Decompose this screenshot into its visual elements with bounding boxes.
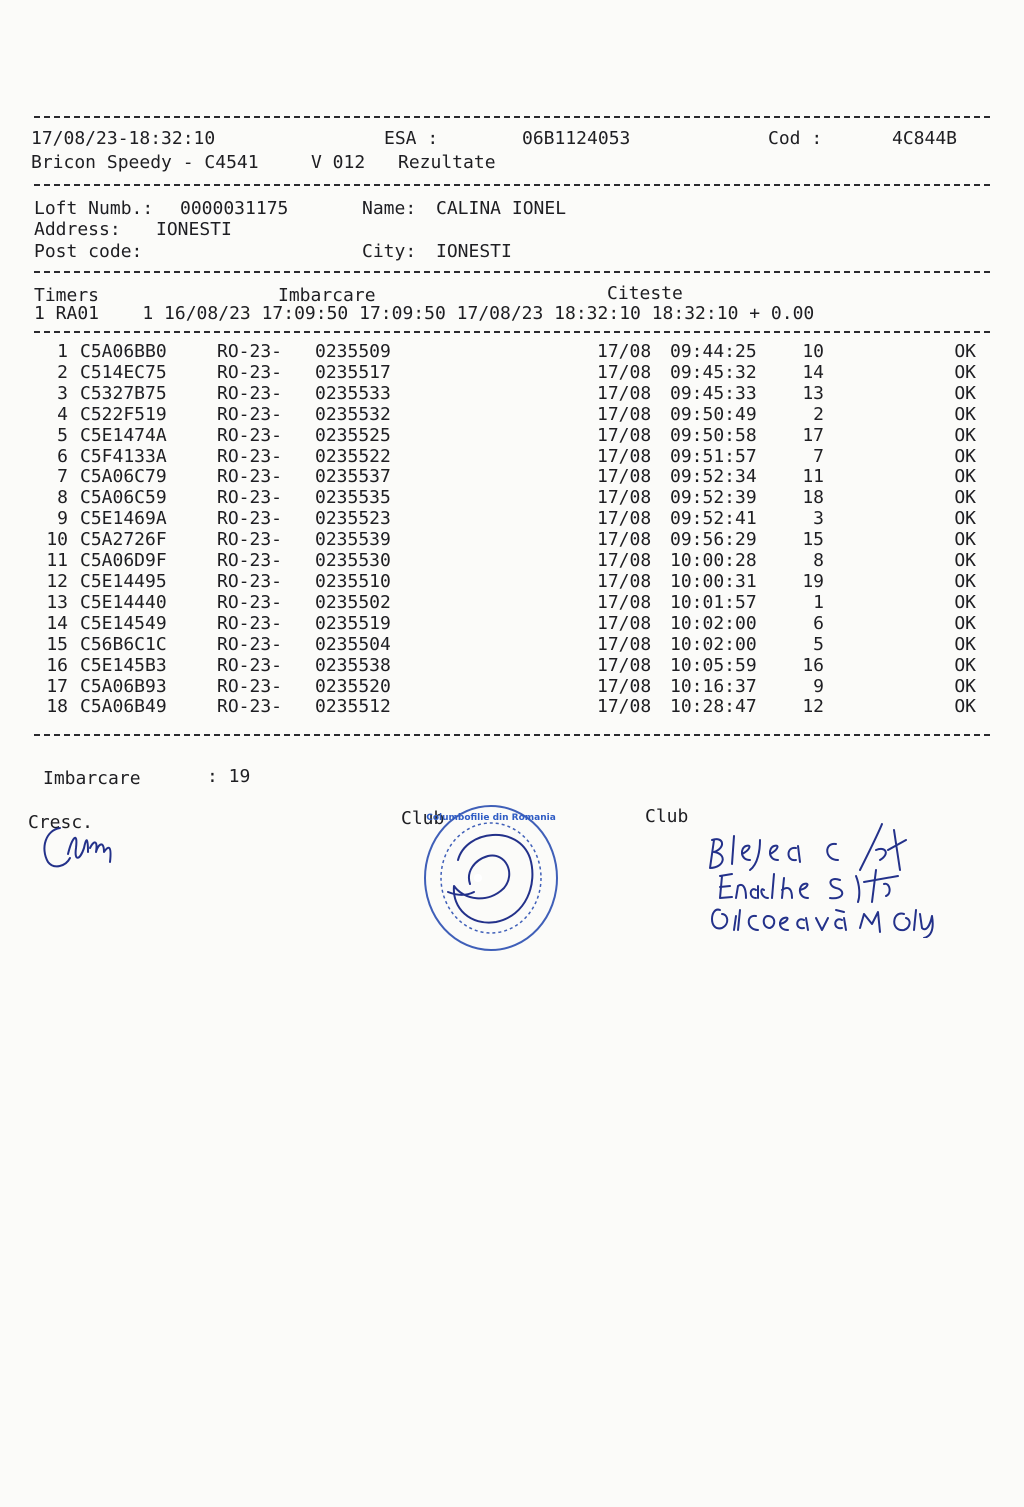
club-label-2: Club xyxy=(645,806,689,827)
ring-number: 0235535 xyxy=(315,487,391,509)
status: OK xyxy=(954,675,976,697)
position: 13 xyxy=(802,382,824,404)
chip-id: C5A2726F xyxy=(80,529,167,551)
ring-prefix: RO-23- xyxy=(217,487,283,509)
row-index: 4 xyxy=(57,403,68,425)
position: 16 xyxy=(802,654,824,676)
ring-prefix: RO-23- xyxy=(217,341,283,362)
chip-id: C5F4133A xyxy=(80,445,167,467)
ring-prefix: RO-23- xyxy=(217,445,283,467)
row-index: 2 xyxy=(57,361,68,383)
ring-prefix: RO-23- xyxy=(217,591,283,613)
cresc-label: Cresc. xyxy=(28,812,94,833)
separator-timers xyxy=(34,331,990,333)
result-row xyxy=(30,509,976,530)
ring-prefix: RO-23- xyxy=(217,570,283,592)
breeder-signature xyxy=(38,818,118,874)
result-row xyxy=(30,342,976,363)
position: 2 xyxy=(813,403,824,425)
status: OK xyxy=(954,508,976,530)
loft-number-label: Loft Numb.: xyxy=(34,198,154,219)
row-index: 11 xyxy=(46,550,68,572)
arrival-date: 17/08 xyxy=(597,696,652,718)
row-index: 10 xyxy=(46,529,68,551)
arrival-time: 09:56:29 xyxy=(670,529,757,551)
arrival-date: 17/08 xyxy=(597,570,652,592)
arrival-time: 10:02:00 xyxy=(670,633,757,655)
ring-prefix: RO-23- xyxy=(217,529,283,551)
ring-prefix: RO-23- xyxy=(217,403,283,425)
citeste-header: Citeste xyxy=(607,283,683,304)
row-index: 7 xyxy=(57,466,68,488)
club-label-1: Club xyxy=(401,808,445,829)
result-row xyxy=(30,614,976,635)
status: OK xyxy=(954,424,976,446)
imbarcare-header: Imbarcare xyxy=(278,285,376,306)
position: 6 xyxy=(813,612,824,634)
arrival-date: 17/08 xyxy=(597,591,652,613)
arrival-time: 09:52:41 xyxy=(670,508,757,530)
chip-id: C5E145B3 xyxy=(80,654,167,676)
arrival-time: 10:02:00 xyxy=(670,612,757,634)
status: OK xyxy=(954,654,976,676)
chip-id: C522F519 xyxy=(80,403,167,425)
ring-prefix: RO-23- xyxy=(217,675,283,697)
result-row xyxy=(30,530,976,551)
result-row xyxy=(30,488,976,509)
result-row xyxy=(30,593,976,614)
chip-id: C514EC75 xyxy=(80,361,167,383)
ring-number: 0235533 xyxy=(315,382,391,404)
position: 1 xyxy=(813,591,824,613)
status: OK xyxy=(954,550,976,572)
arrival-time: 10:05:59 xyxy=(670,654,757,676)
arrival-date: 17/08 xyxy=(597,466,652,488)
status: OK xyxy=(954,445,976,467)
result-row xyxy=(30,384,976,405)
result-row xyxy=(30,656,976,677)
address-label: Address: xyxy=(34,219,121,240)
result-row xyxy=(30,697,976,718)
ring-number: 0235502 xyxy=(315,591,391,613)
position: 3 xyxy=(813,508,824,530)
arrival-time: 09:52:34 xyxy=(670,466,757,488)
position: 19 xyxy=(802,570,824,592)
ring-prefix: RO-23- xyxy=(217,361,283,383)
status: OK xyxy=(954,529,976,551)
position: 15 xyxy=(802,529,824,551)
position: 11 xyxy=(802,466,824,488)
arrival-date: 17/08 xyxy=(597,445,652,467)
ring-number: 0235520 xyxy=(315,675,391,697)
row-index: 17 xyxy=(46,675,68,697)
position: 12 xyxy=(802,696,824,718)
arrival-date: 17/08 xyxy=(597,382,652,404)
status: OK xyxy=(954,633,976,655)
status: OK xyxy=(954,570,976,592)
results-table xyxy=(30,342,976,718)
arrival-date: 17/08 xyxy=(597,529,652,551)
timers-label: Timers xyxy=(34,285,100,306)
report-datetime: 17/08/23-18:32:10 xyxy=(31,128,216,149)
ring-number: 0235523 xyxy=(315,508,391,530)
arrival-date: 17/08 xyxy=(597,361,652,383)
result-row xyxy=(30,572,976,593)
status: OK xyxy=(954,696,976,718)
chip-id: C5A06B49 xyxy=(80,696,167,718)
row-index: 16 xyxy=(46,654,68,676)
position: 14 xyxy=(802,361,824,383)
arrival-time: 10:01:57 xyxy=(670,591,757,613)
position: 10 xyxy=(802,341,824,362)
timer-row: 1 RA01 1 16/08/23 17:09:50 17:09:50 17/08/23 18:32:10 18:32:10 + 0.00 xyxy=(34,303,815,324)
arrival-date: 17/08 xyxy=(597,550,652,572)
ring-number: 0235510 xyxy=(315,570,391,592)
arrival-time: 10:00:31 xyxy=(670,570,757,592)
result-row xyxy=(30,635,976,656)
row-index: 6 xyxy=(57,445,68,467)
chip-id: C5A06C59 xyxy=(80,487,167,509)
separator-header xyxy=(34,184,990,186)
position: 5 xyxy=(813,633,824,655)
chip-id: C5A06BB0 xyxy=(80,341,167,362)
ring-prefix: RO-23- xyxy=(217,696,283,718)
arrival-time: 09:45:32 xyxy=(670,361,757,383)
ring-prefix: RO-23- xyxy=(217,508,283,530)
device-version: V 012 xyxy=(311,152,366,173)
chip-id: C5E1474A xyxy=(80,424,167,446)
arrival-date: 17/08 xyxy=(597,508,652,530)
ring-prefix: RO-23- xyxy=(217,633,283,655)
ring-number: 0235538 xyxy=(315,654,391,676)
arrival-date: 17/08 xyxy=(597,487,652,509)
row-index: 18 xyxy=(46,696,68,718)
result-row xyxy=(30,426,976,447)
status: OK xyxy=(954,341,976,362)
chip-id: C5E14495 xyxy=(80,570,167,592)
chip-id: C5E14440 xyxy=(80,591,167,613)
result-row xyxy=(30,677,976,698)
result-row xyxy=(30,405,976,426)
arrival-time: 10:00:28 xyxy=(670,550,757,572)
arrival-time: 09:50:49 xyxy=(670,403,757,425)
chip-id: C5A06C79 xyxy=(80,466,167,488)
ring-number: 0235517 xyxy=(315,361,391,383)
ring-number: 0235532 xyxy=(315,403,391,425)
status: OK xyxy=(954,591,976,613)
imbarcare-summary-label: Imbarcare xyxy=(43,768,141,789)
ring-number: 0235509 xyxy=(315,341,391,362)
result-row xyxy=(30,363,976,384)
separator-results xyxy=(34,734,990,736)
report-type: Rezultate xyxy=(398,152,496,173)
post-code-label: Post code: xyxy=(34,241,143,262)
ring-prefix: RO-23- xyxy=(217,612,283,634)
ring-prefix: RO-23- xyxy=(217,382,283,404)
status: OK xyxy=(954,612,976,634)
result-row xyxy=(30,551,976,572)
city-label: City: xyxy=(362,241,417,262)
row-index: 15 xyxy=(46,633,68,655)
ring-number: 0235522 xyxy=(315,445,391,467)
arrival-time: 10:28:47 xyxy=(670,696,757,718)
arrival-date: 17/08 xyxy=(597,403,652,425)
cod-label: Cod : xyxy=(768,128,823,149)
ring-prefix: RO-23- xyxy=(217,550,283,572)
arrival-date: 17/08 xyxy=(597,654,652,676)
esa-value: 06B1124053 xyxy=(522,128,631,149)
address-value: IONESTI xyxy=(156,219,232,240)
chip-id: C56B6C1C xyxy=(80,633,167,655)
club-signatures xyxy=(700,810,960,938)
ring-number: 0235504 xyxy=(315,633,391,655)
result-row xyxy=(30,447,976,468)
ring-number: 0235537 xyxy=(315,466,391,488)
chip-id: C5327B75 xyxy=(80,382,167,404)
club-stamp xyxy=(418,800,564,956)
row-index: 12 xyxy=(46,570,68,592)
row-index: 5 xyxy=(57,424,68,446)
stamp-text: Columbofilie din Romania xyxy=(426,813,556,823)
row-index: 14 xyxy=(46,612,68,634)
chip-id: C5A06B93 xyxy=(80,675,167,697)
position: 18 xyxy=(802,487,824,509)
chip-id: C5A06D9F xyxy=(80,550,167,572)
ring-prefix: RO-23- xyxy=(217,654,283,676)
device-name: Bricon Speedy - C4541 xyxy=(31,152,259,173)
loft-number: 0000031175 xyxy=(180,198,289,219)
result-row xyxy=(30,467,976,488)
ring-number: 0235525 xyxy=(315,424,391,446)
city-value: IONESTI xyxy=(436,241,512,262)
status: OK xyxy=(954,487,976,509)
arrival-time: 09:44:25 xyxy=(670,341,757,362)
ring-prefix: RO-23- xyxy=(217,466,283,488)
row-index: 9 xyxy=(57,508,68,530)
arrival-time: 09:52:39 xyxy=(670,487,757,509)
status: OK xyxy=(954,382,976,404)
ring-number: 0235512 xyxy=(315,696,391,718)
arrival-date: 17/08 xyxy=(597,424,652,446)
ring-prefix: RO-23- xyxy=(217,424,283,446)
arrival-date: 17/08 xyxy=(597,341,652,362)
arrival-date: 17/08 xyxy=(597,675,652,697)
arrival-time: 09:45:33 xyxy=(670,382,757,404)
arrival-date: 17/08 xyxy=(597,612,652,634)
imbarcare-summary-value: : 19 xyxy=(207,766,251,787)
cod-value: 4C844B xyxy=(892,128,958,149)
position: 9 xyxy=(813,675,824,697)
chip-id: C5E1469A xyxy=(80,508,167,530)
arrival-time: 10:16:37 xyxy=(670,675,757,697)
status: OK xyxy=(954,466,976,488)
row-index: 8 xyxy=(57,487,68,509)
ring-number: 0235530 xyxy=(315,550,391,572)
row-index: 3 xyxy=(57,382,68,404)
fancier-name: CALINA IONEL xyxy=(436,198,567,219)
separator-loft xyxy=(34,271,990,273)
results-body xyxy=(30,342,976,718)
arrival-date: 17/08 xyxy=(597,633,652,655)
row-index: 13 xyxy=(46,591,68,613)
name-label: Name: xyxy=(362,198,417,219)
separator-top xyxy=(34,116,990,118)
chip-id: C5E14549 xyxy=(80,612,167,634)
arrival-time: 09:51:57 xyxy=(670,445,757,467)
ring-number: 0235519 xyxy=(315,612,391,634)
position: 8 xyxy=(813,550,824,572)
status: OK xyxy=(954,403,976,425)
row-index: 1 xyxy=(57,341,68,362)
position: 17 xyxy=(802,424,824,446)
arrival-time: 09:50:58 xyxy=(670,424,757,446)
status: OK xyxy=(954,361,976,383)
ring-number: 0235539 xyxy=(315,529,391,551)
position: 7 xyxy=(813,445,824,467)
esa-label: ESA : xyxy=(384,128,439,149)
